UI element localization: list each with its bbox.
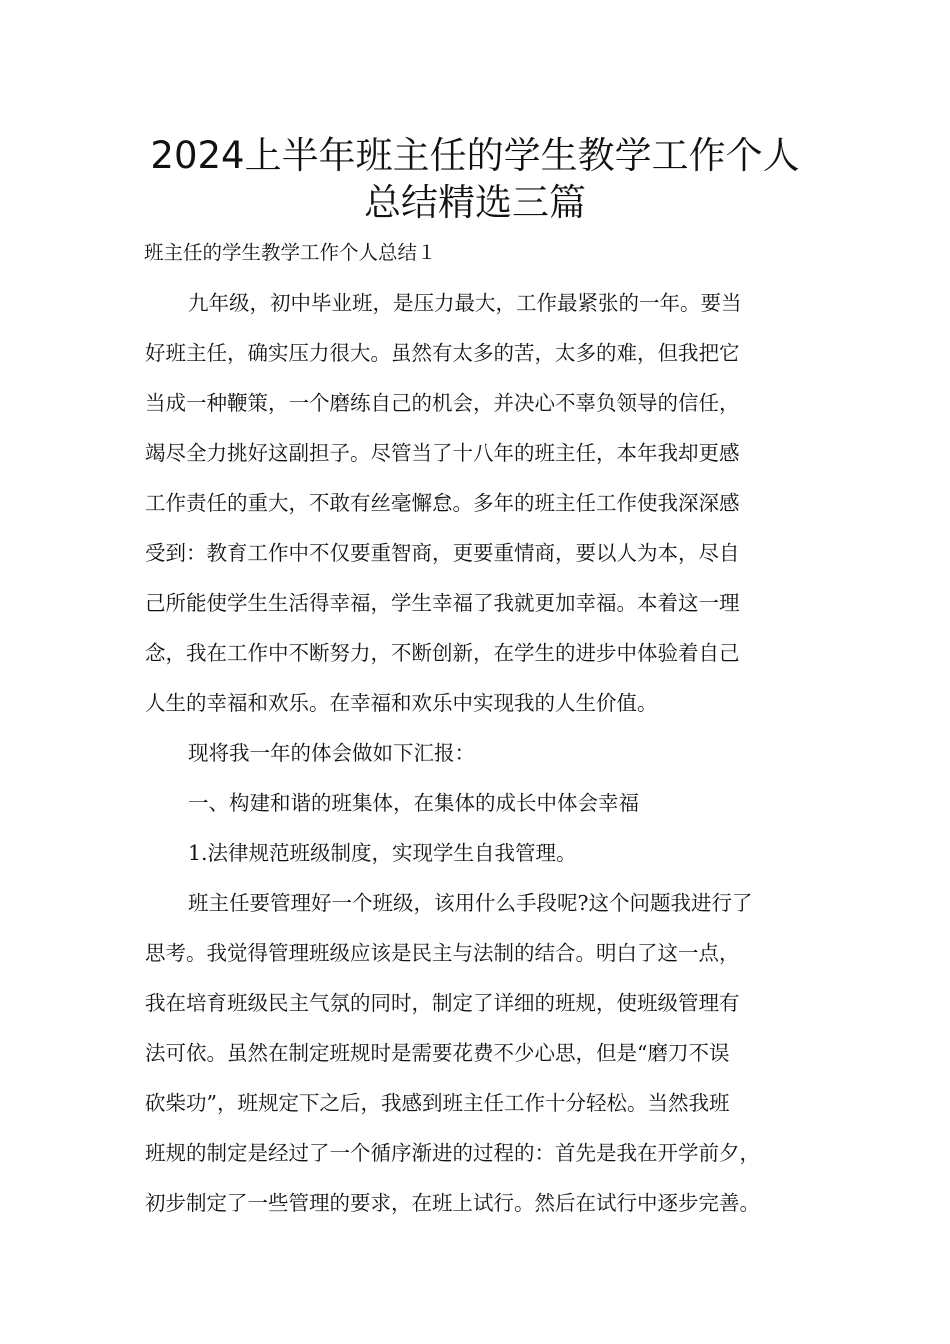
document-title-line-2: 总结精选三篇 <box>364 181 586 224</box>
paragraph-line: 好班主任，确实压力很大。虽然有太多的苦，太多的难，但我把它 <box>145 341 740 365</box>
paragraph-line: 念，我在工作中不断努力，不断创新，在学生的进步中体验着自己 <box>145 641 740 665</box>
section-heading: 班主任的学生教学工作个人总结１ <box>144 241 437 264</box>
paragraph-line: 班规的制定是经过了一个循序渐进的过程的：首先是我在开学前夕， <box>145 1141 760 1165</box>
paragraph-line: 思考。我觉得管理班级应该是民主与法制的结合。明白了这一点， <box>145 941 740 965</box>
paragraph-line: 我在培育班级民主气氛的同时，制定了详细的班规，使班级管理有 <box>145 991 740 1015</box>
paragraph-line: 己所能使学生生活得幸福，学生幸福了我就更加幸福。本着这一理 <box>145 591 740 615</box>
paragraph-line: 班主任要管理好一个班级，该用什么手段呢?这个问题我进行了 <box>188 891 753 915</box>
paragraph-line: 工作责任的重大，不敢有丝毫懈怠。多年的班主任工作使我深深感 <box>145 491 740 515</box>
paragraph-line: 受到：教育工作中不仅要重智商，更要重情商，要以人为本，尽自 <box>145 541 740 565</box>
paragraph-line: 九年级，初中毕业班，是压力最大，工作最紧张的一年。要当 <box>188 291 742 315</box>
paragraph-line: 法可依。虽然在制定班规时是需要花费不少心思，但是“磨刀不误 <box>145 1041 730 1065</box>
paragraph-line: 竭尽全力挑好这副担子。尽管当了十八年的班主任，本年我却更感 <box>145 441 740 465</box>
subsection-heading: 一、构建和谐的班集体，在集体的成长中体会幸福 <box>188 791 639 815</box>
paragraph-line: 现将我一年的体会做如下汇报： <box>188 741 475 765</box>
list-item-heading: 1.法律规范班级制度，实现学生自我管理。 <box>188 841 577 865</box>
paragraph-line: 初步制定了一些管理的要求，在班上试行。然后在试行中逐步完善。 <box>145 1191 760 1215</box>
paragraph-line: 人生的幸福和欢乐。在幸福和欢乐中实现我的人生价值。 <box>145 691 658 715</box>
document-title-line-1: 2024上半年班主任的学生教学工作个人 <box>150 134 800 177</box>
paragraph-line: 砍柴功”，班规定下之后，我感到班主任工作十分轻松。当然我班 <box>145 1091 730 1115</box>
paragraph-line: 当成一种鞭策，一个磨练自己的机会，并决心不辜负领导的信任， <box>145 391 740 415</box>
